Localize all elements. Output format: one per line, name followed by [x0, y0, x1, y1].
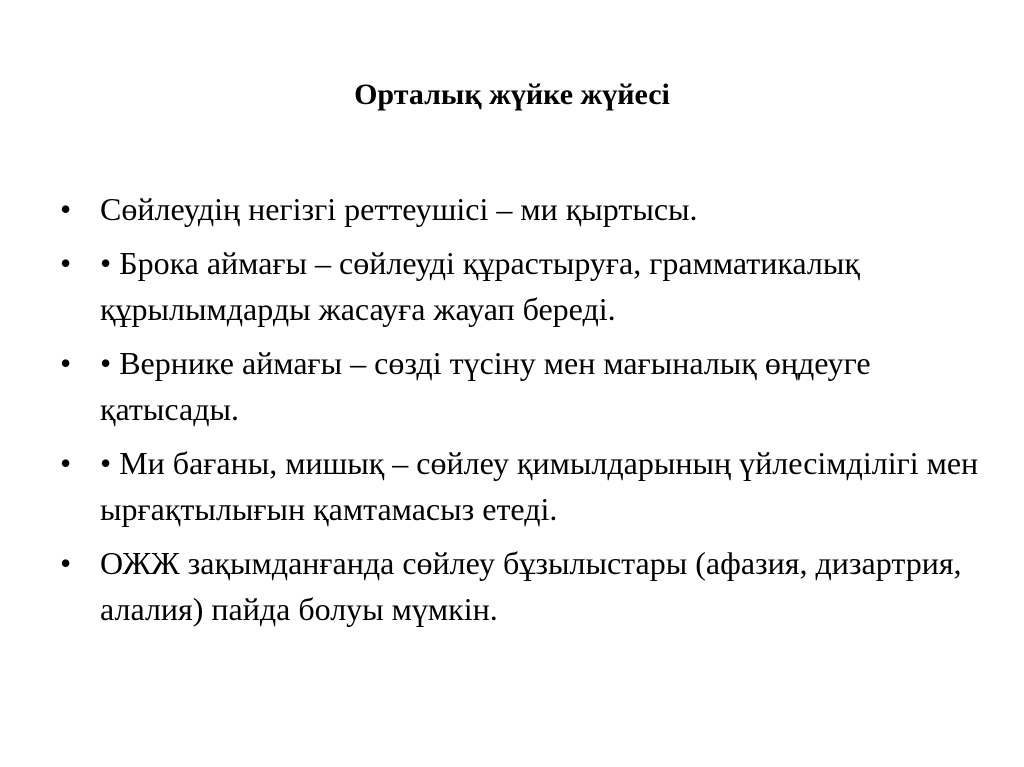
bullet-icon: •: [60, 245, 72, 281]
bullet-item: [60, 340, 980, 432]
bullet-item: [60, 540, 980, 632]
bullet-text: ОЖЖ зақымданғанда сөйлеу бұзылыстары (афазия, дизартрия, алалия) пайда болуы мүмкін.: [100, 545, 962, 627]
slide-title: Орталық жүйке жүйесі: [354, 78, 670, 111]
bullet-item: [60, 240, 980, 332]
bullet-text: • Брока аймағы – сөйлеуді құрастыруға, грамматикалық құрылымдарды жасауға жауап береді.: [100, 245, 860, 327]
bullet-item: [60, 440, 980, 532]
bullet-icon: •: [60, 191, 72, 227]
bullet-text: • Вернике аймағы – сөзді түсіну мен мағыналық өңдеуге қатысады.: [100, 345, 871, 427]
bullet-text: • Ми бағаны, мишық – сөйлеу қимылдарының үйлесімділігі мен ырғақтылығын қамтамасыз етеді.: [100, 445, 979, 527]
bullet-icon: •: [60, 345, 72, 381]
bullet-text: Сөйлеудің негізгі реттеушісі – ми қыртысы.: [100, 191, 698, 227]
bullet-icon: •: [60, 545, 72, 581]
bullet-list: [60, 186, 980, 640]
bullet-icon: •: [60, 445, 72, 481]
bullet-item: [60, 186, 980, 232]
